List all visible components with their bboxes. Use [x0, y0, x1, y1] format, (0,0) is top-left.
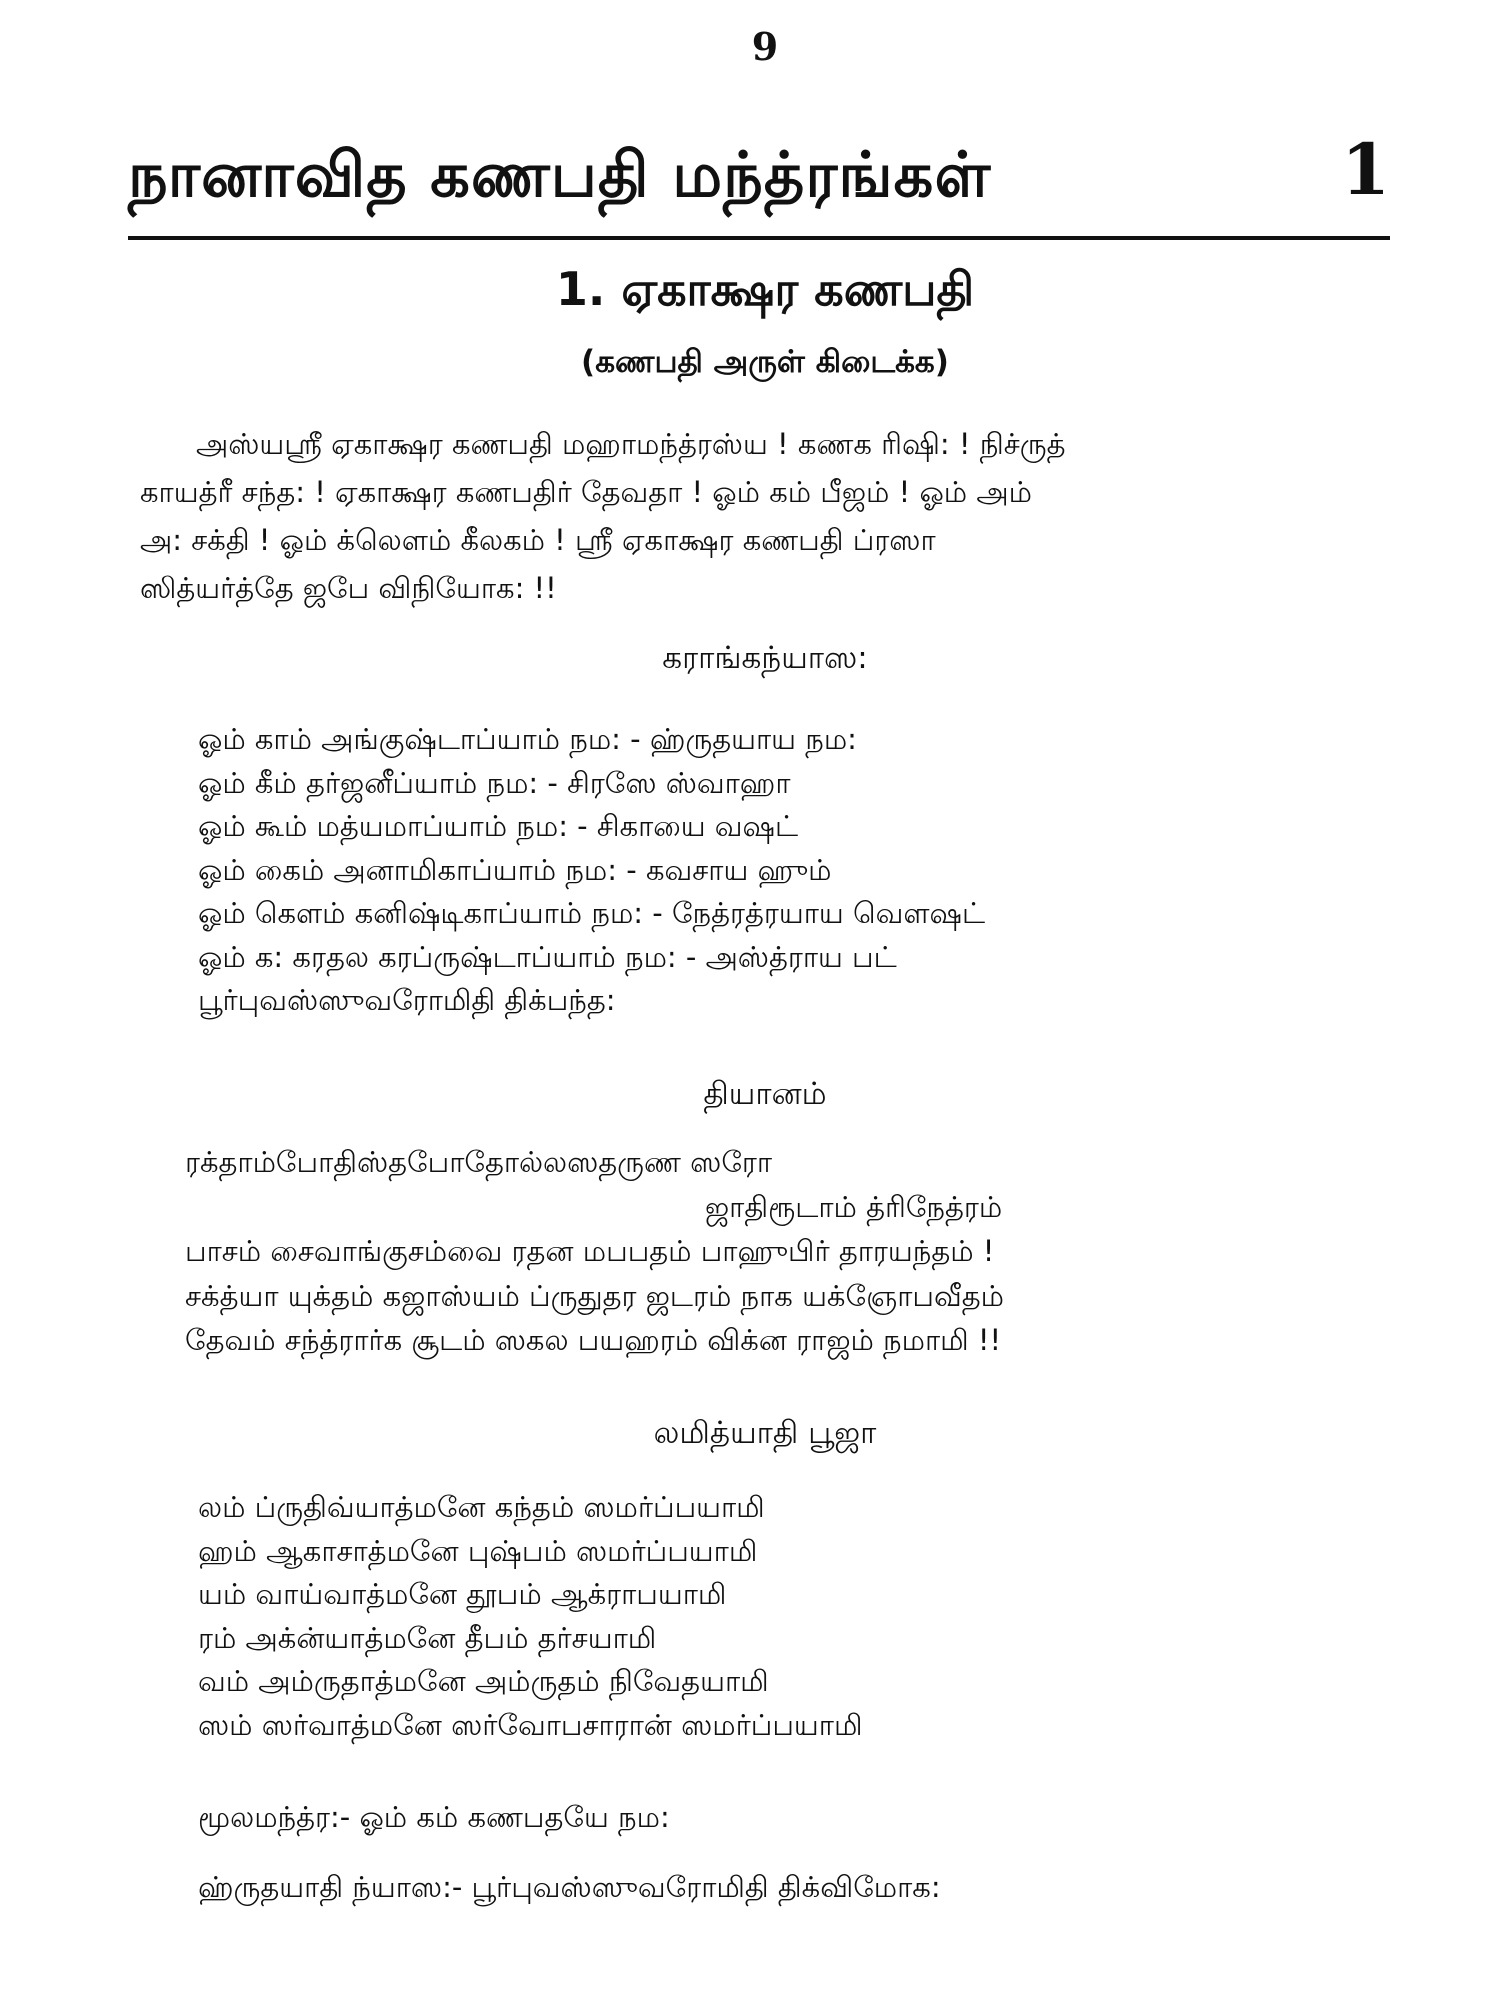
- karanganyasa-lines: [198, 718, 985, 1023]
- hrudayadi-nyasa: ஹ்ருதயாதி ந்யாஸ:- பூர்புவஸ்ஸுவரோமிதி திக்விமோக:: [198, 1870, 941, 1904]
- chapter-divider: [128, 236, 1390, 240]
- chapter-number: 1: [1341, 128, 1390, 211]
- pooja-lines: [198, 1486, 863, 1747]
- verse-line: ஜாதிரூடாம் த்ரிநேத்ரம்: [705, 1189, 1003, 1224]
- verse-line: சக்த்யா யுக்தம் கஜாஸ்யம் ப்ருதுதர ஜடரம் நாக யக்ஞோபவீதம்: [185, 1278, 1004, 1313]
- section-subtitle: (கணபதி அருள் கிடைக்க): [581, 344, 949, 380]
- intro-paragraph: [140, 420, 1396, 612]
- dhyanam-heading: தியானம்: [703, 1076, 827, 1112]
- mantra-line: பூர்புவஸ்ஸுவரோமிதி திக்பந்த:: [198, 983, 616, 1017]
- verse-line: பாசம் சைவாங்குசம்வை ரதன மபபதம் பாஹுபிர் தாரயந்தம் !: [185, 1234, 995, 1268]
- pooja-line: ரம் அக்ன்யாத்மனே தீபம் தர்சயாமி: [198, 1620, 657, 1655]
- pooja-line: யம் வாய்வாத்மனே தூபம் ஆக்ராபயாமி: [198, 1577, 727, 1611]
- chapter-title: நானாவித கணபதி மந்த்ரங்கள்: [128, 138, 992, 211]
- pooja-line: வம் அம்ருதாத்மனே அம்ருதம் நிவேதயாமி: [198, 1664, 769, 1698]
- dhyanam-verse: [185, 1140, 1385, 1363]
- mantra-line: ஓம் காம் அங்குஷ்டாப்யாம் நம: - ஹ்ருதயாய நம:: [198, 722, 857, 756]
- pooja-heading: லமித்யாதி பூஜா: [653, 1415, 877, 1451]
- pooja-line: லம் ப்ருதிவ்யாத்மனே கந்தம் ஸமர்ப்பயாமி: [198, 1490, 765, 1524]
- intro-line: அஸ்யஸ்ரீ ஏகாக்ஷர கணபதி மஹாமந்த்ரஸ்ய ! கணக ரிஷி: ! நிச்ருத்: [196, 427, 1066, 461]
- intro-line: காயத்ரீ சந்த: ! ஏகாக்ஷர கணபதிர் தேவதா ! ஓம் கம் பீஜம் ! ஓம் அம்: [140, 475, 1032, 509]
- page-number: 9: [751, 24, 779, 69]
- section-title: 1. ஏகாக்ஷர கணபதி: [555, 262, 975, 316]
- intro-line: அ: சக்தி ! ஓம் க்லௌம் கீலகம் ! ஸ்ரீ ஏகாக்ஷர கணபதி ப்ரஸா: [140, 523, 936, 557]
- mantra-line: ஓம் கௌம் கனிஷ்டிகாப்யாம் நம: - நேத்ரத்ரயாய வௌஷட்: [198, 896, 986, 930]
- mantra-line: ஓம் கூம் மத்யமாப்யாம் நம: - சிகாயை வஷட்: [198, 809, 799, 843]
- moola-mantra: மூலமந்த்ர:- ஓம் கம் கணபதயே நம:: [198, 1800, 670, 1834]
- pooja-line: ஸம் ஸர்வாத்மனே ஸர்வோபசாரான் ஸமர்ப்பயாமி: [198, 1707, 863, 1742]
- karanganyasa-heading: கராங்கந்யாஸ:: [662, 640, 868, 676]
- verse-line: தேவம் சந்த்ரார்க சூடம் ஸகல பயஹரம் விக்ன ராஜம் நமாமி !!: [185, 1323, 1002, 1357]
- verse-line: ரக்தாம்போதிஸ்தபோதோல்லஸதருண ஸரோ: [185, 1145, 773, 1179]
- mantra-line: ஓம் கைம் அனாமிகாப்யாம் நம: - கவசாய ஹும்: [198, 852, 832, 887]
- intro-line: ஸித்யர்த்தே ஜபே விநியோக: !!: [140, 571, 557, 605]
- pooja-line: ஹம் ஆகாசாத்மனே புஷ்பம் ஸமர்ப்பயாமி: [198, 1533, 758, 1568]
- mantra-line: ஓம் க: கரதல கரப்ருஷ்டாப்யாம் நம: - அஸ்த்ராய பட்: [198, 939, 897, 974]
- mantra-line: ஓம் கீம் தர்ஜனீப்யாம் நம: - சிரஸே ஸ்வாஹா: [198, 765, 791, 800]
